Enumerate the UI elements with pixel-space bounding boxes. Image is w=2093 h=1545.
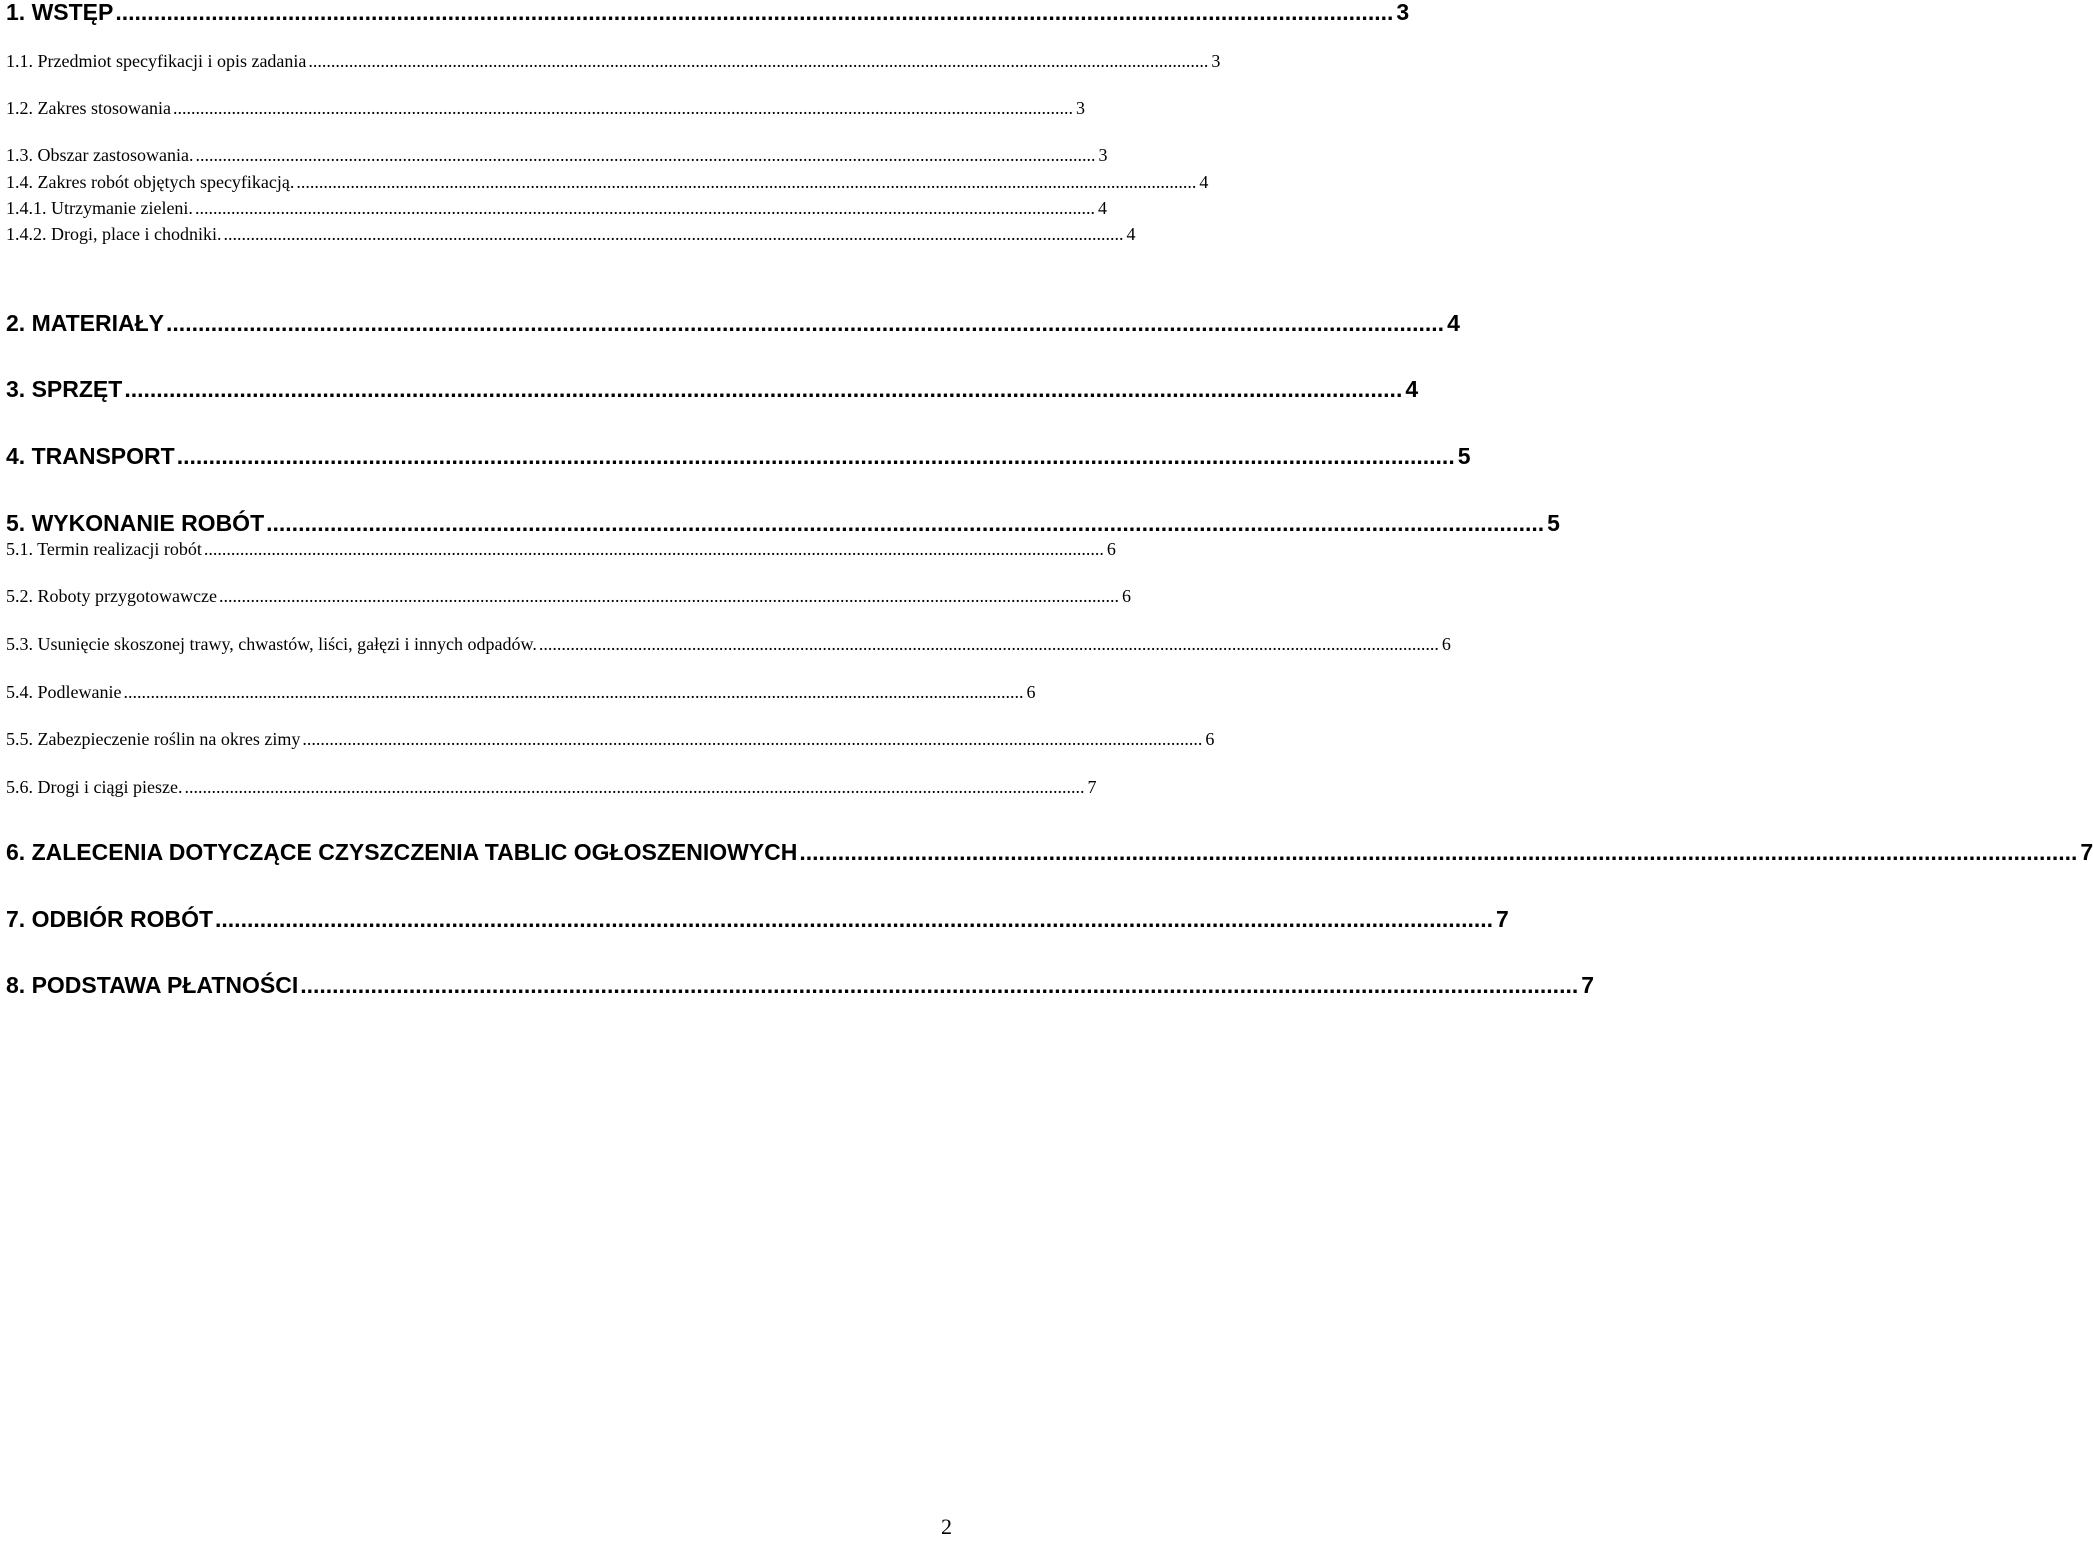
toc-entry-page: 6 xyxy=(1026,682,1036,702)
toc-entry-title: 5.5. Zabezpieczenie roślin na okres zimy xyxy=(6,729,301,749)
toc-entry-title: 5.3. Usunięcie skoszonej trawy, chwastów, liści, gałęzi i innych odpadów. xyxy=(6,634,537,654)
toc-entry[interactable] xyxy=(6,197,1107,221)
toc-entry-page: 4 xyxy=(1126,224,1136,244)
toc-entry-title: 1.4.1. Utrzymanie zieleni. xyxy=(6,198,193,218)
toc-dot-leader: ........................................................................................................................................................................................................ xyxy=(115,0,1394,25)
toc-entry[interactable] xyxy=(6,309,1460,339)
toc-entry-title: 5.2. Roboty przygotowawcze xyxy=(6,586,217,606)
toc-dot-leader: ........................................................................................................................................................................................................ xyxy=(195,145,1096,165)
toc-entry[interactable] xyxy=(6,728,1215,752)
toc-entry-page: 5 xyxy=(1457,443,1471,469)
page-number: 2 xyxy=(941,1514,952,1539)
toc-dot-leader: ........................................................................................................................................................................................................ xyxy=(302,729,1203,749)
toc-entry-title: 1.4.2. Drogi, place i chodniki. xyxy=(6,224,222,244)
toc-entry-page: 4 xyxy=(1199,172,1209,192)
toc-entry-page: 3 xyxy=(1098,145,1108,165)
toc-dot-leader: ........................................................................................................................................................................................................ xyxy=(215,906,1494,932)
toc-entry[interactable] xyxy=(6,0,1410,28)
toc-entry-title: 5.1. Termin realizacji robót xyxy=(6,539,202,559)
toc-entry[interactable] xyxy=(6,905,1509,935)
toc-entry-page: 6 xyxy=(1205,729,1215,749)
toc-entry-title: 4. TRANSPORT xyxy=(6,443,175,469)
toc-entry-title: 6. ZALECENIA DOTYCZĄCE CZYSZCZENIA TABLIC OGŁOSZENIOWYCH xyxy=(6,839,798,865)
toc-entry[interactable] xyxy=(6,538,1116,562)
toc-entry[interactable] xyxy=(6,144,1108,168)
toc-entry[interactable] xyxy=(6,97,1085,121)
toc-entry[interactable] xyxy=(6,171,1209,195)
toc-dot-leader: ........................................................................................................................................................................................................ xyxy=(308,51,1209,71)
toc-dot-leader: ........................................................................................................................................................................................................ xyxy=(218,586,1119,606)
toc-entry-title: 2. MATERIAŁY xyxy=(6,310,165,336)
toc-entry[interactable] xyxy=(6,681,1036,705)
toc-entry-page: 6 xyxy=(1106,539,1116,559)
toc-entry[interactable] xyxy=(6,971,1595,1001)
toc-entry-title: 5. WYKONANIE ROBÓT xyxy=(6,510,265,536)
toc-entry[interactable] xyxy=(6,776,1097,800)
toc-entry-title: 1. WSTĘP xyxy=(6,0,114,25)
toc-entry-page: 7 xyxy=(2080,839,2093,865)
toc-dot-leader: ........................................................................................................................................................................................................ xyxy=(166,310,1445,336)
toc-entry-title: 1.1. Przedmiot specyfikacji i opis zadania xyxy=(6,51,307,71)
toc-entry-page: 4 xyxy=(1447,310,1460,336)
toc-entry-page: 6 xyxy=(1121,586,1131,606)
toc-entry-page: 3 xyxy=(1211,51,1221,71)
toc-dot-leader: ........................................................................................................................................................................................................ xyxy=(123,682,1024,702)
toc-dot-leader: ........................................................................................................................................................................................................ xyxy=(176,443,1455,469)
toc-entry-title: 5.6. Drogi i ciągi piesze. xyxy=(6,777,183,797)
toc-entry[interactable] xyxy=(6,375,1419,405)
toc-entry[interactable] xyxy=(6,223,1136,247)
toc-entry[interactable] xyxy=(6,838,2093,868)
toc-entry-title: 1.4. Zakres robót objętych specyfikacją. xyxy=(6,172,295,192)
toc-entry-title: 7. ODBIÓR ROBÓT xyxy=(6,906,214,932)
toc-entry-title: 1.2. Zakres stosowania xyxy=(6,98,171,118)
toc-entry-title: 8. PODSTAWA PŁATNOŚCI xyxy=(6,972,299,998)
toc-dot-leader: ........................................................................................................................................................................................................ xyxy=(296,172,1197,192)
toc-entry-page: 6 xyxy=(1441,634,1451,654)
toc-entry-title: 3. SPRZĘT xyxy=(6,376,123,402)
toc-dot-leader: ........................................................................................................................................................................................................ xyxy=(300,972,1579,998)
toc-dot-leader: ........................................................................................................................................................................................................ xyxy=(203,539,1104,559)
toc-entry-page: 3 xyxy=(1075,98,1085,118)
toc-dot-leader: ........................................................................................................................................................................................................ xyxy=(184,777,1085,797)
toc-entry-page: 4 xyxy=(1097,198,1107,218)
toc-entry-title: 1.3. Obszar zastosowania. xyxy=(6,145,194,165)
toc-entry-page: 5 xyxy=(1547,510,1560,536)
toc-entry-page: 4 xyxy=(1405,376,1419,402)
toc-entry-page: 7 xyxy=(1496,906,1509,932)
toc-dot-leader: ........................................................................................................................................................................................................ xyxy=(124,376,1403,402)
toc-entry-page: 7 xyxy=(1087,777,1097,797)
toc-entry[interactable] xyxy=(6,509,1560,539)
toc-entry-page: 3 xyxy=(1396,0,1410,25)
toc-dot-leader: ........................................................................................................................................................................................................ xyxy=(223,224,1124,244)
toc-dot-leader: ........................................................................................................................................................................................................ xyxy=(538,634,1439,654)
toc-dot-leader: ........................................................................................................................................................................................................ xyxy=(266,510,1545,536)
toc-entry-page: 7 xyxy=(1581,972,1595,998)
toc-entry[interactable] xyxy=(6,633,1451,657)
toc-entry[interactable] xyxy=(6,50,1221,74)
toc-entry[interactable] xyxy=(6,585,1131,609)
toc-entry-title: 5.4. Podlewanie xyxy=(6,682,122,702)
toc-dot-leader: ........................................................................................................................................................................................................ xyxy=(194,198,1095,218)
toc-dot-leader: ........................................................................................................................................................................................................ xyxy=(172,98,1073,118)
toc-entry[interactable] xyxy=(6,442,1471,472)
toc-dot-leader: ........................................................................................................................................................................................................ xyxy=(799,839,2078,865)
